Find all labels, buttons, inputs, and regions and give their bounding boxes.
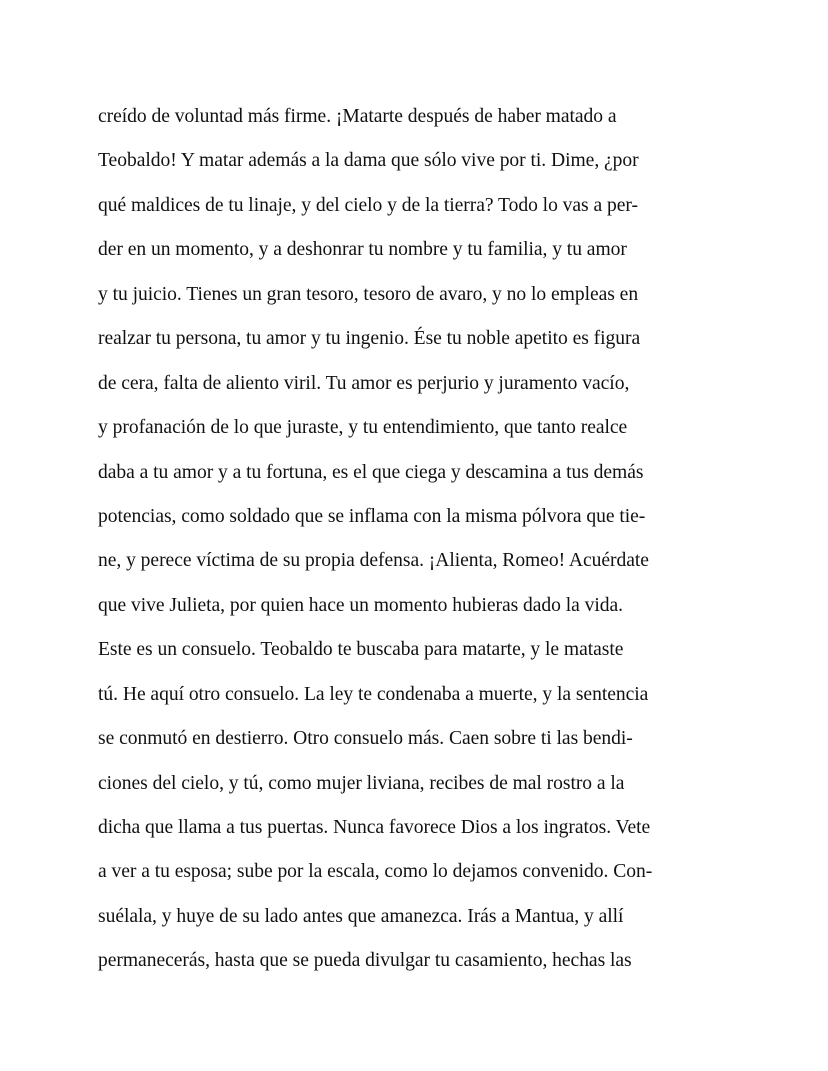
- text-line: suélala, y huye de su lado antes que amanezca. Irás a Mantua, y allí: [98, 905, 624, 927]
- text-line: creído de voluntad más firme. ¡Matarte después de haber matado a: [98, 106, 617, 127]
- text-line: ciones del cielo, y tú, como mujer liviana, recibes de mal rostro a la: [98, 772, 625, 794]
- text-line: tú. He aquí otro consuelo. La ley te condenaba a muerte, y la sentencia: [98, 683, 649, 705]
- text-line: qué maldices de tu linaje, y del cielo y de la tierra? Todo lo vas a per-: [98, 194, 638, 216]
- text-line: potencias, como soldado que se inflama con la misma pólvora que tie-: [98, 505, 646, 527]
- body-text: [98, 95, 698, 984]
- text-line: que vive Julieta, por quien hace un momento hubieras dado la vida.: [98, 594, 624, 616]
- text-line: der en un momento, y a deshonrar tu nombre y tu familia, y tu amor: [98, 239, 627, 261]
- text-line: se conmutó en destierro. Otro consuelo más. Caen sobre ti las bendi-: [98, 728, 633, 750]
- text-line: de cera, falta de aliento viril. Tu amor es perjurio y juramento vacío,: [98, 372, 630, 394]
- text-line: y tu juicio. Tienes un gran tesoro, tesoro de avaro, y no lo empleas en: [98, 283, 639, 305]
- text-line: Este es un consuelo. Teobaldo te buscaba para matarte, y le mataste: [98, 639, 624, 661]
- text-line: ne, y perece víctima de su propia defensa. ¡Alienta, Romeo! Acuérdate: [98, 550, 649, 572]
- text-line: realzar tu persona, tu amor y tu ingenio. Ése tu noble apetito es figura: [98, 328, 641, 350]
- text-line: daba a tu amor y a tu fortuna, es el que ciega y descamina a tus demás: [98, 461, 644, 483]
- text-line: a ver a tu esposa; sube por la escala, como lo dejamos convenido. Con-: [98, 861, 653, 883]
- text-line: Teobaldo! Y matar además a la dama que sólo vive por ti. Dime, ¿por: [98, 150, 639, 172]
- text-line: dicha que llama a tus puertas. Nunca favorece Dios a los ingratos. Vete: [98, 817, 651, 838]
- text-line: permanecerás, hasta que se pueda divulgar tu casamiento, hechas las: [98, 950, 632, 972]
- text-line: y profanación de lo que juraste, y tu entendimiento, que tanto realce: [98, 417, 628, 439]
